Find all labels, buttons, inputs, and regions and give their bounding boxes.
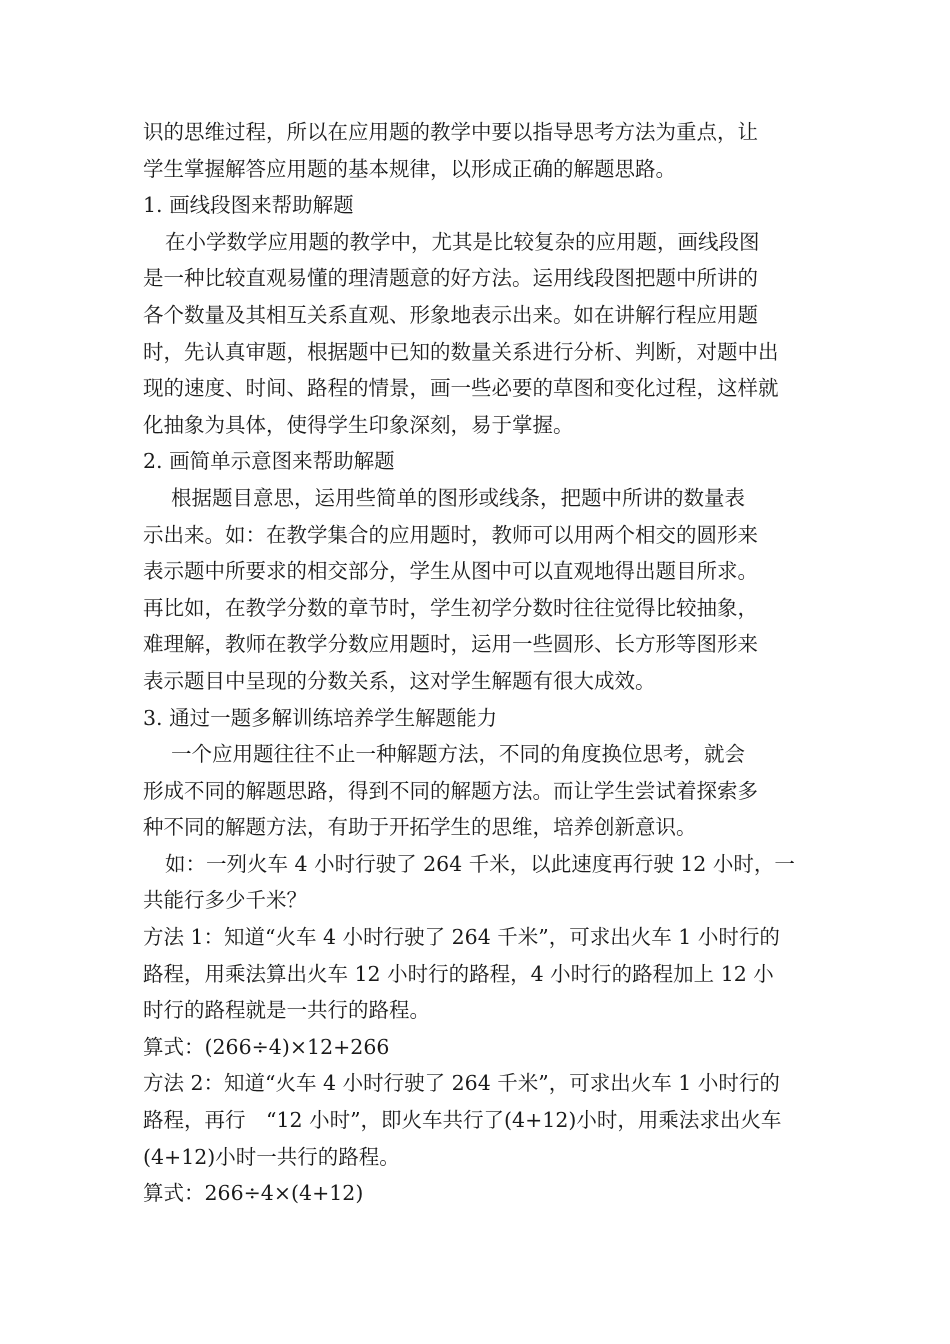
example-problem-line: 共能行多少千米？: [143, 888, 307, 913]
example-problem-line: 如：一列火车 4 小时行驶了 264 千米，以此速度再行驶 12 小时，一: [165, 851, 795, 876]
paragraph-line: 示出来。如：在教学集合的应用题时，教师可以用两个相交的圆形来: [143, 522, 758, 547]
paragraph-line: 化抽象为具体，使得学生印象深刻，易于掌握。: [143, 412, 574, 437]
paragraph-line: 形成不同的解题思路，得到不同的解题方法。而让学生尝试着探索多: [143, 778, 758, 803]
method-line: (4+12)小时一共行的路程。: [143, 1144, 400, 1169]
paragraph-line: 难理解，教师在教学分数应用题时，运用一些圆形、长方形等图形来: [143, 632, 758, 657]
section-heading-2: 2. 画简单示意图来帮助解题: [143, 449, 395, 474]
method-line: 方法 2：知道“火车 4 小时行驶了 264 千米”，可求出火车 1 小时行的: [143, 1071, 780, 1096]
method-line: 时行的路程就是一共行的路程。: [143, 998, 430, 1023]
method-line: 路程，再行 “12 小时”，即火车共行了(4+12)小时，用乘法求出火车: [143, 1108, 782, 1133]
paragraph-line: 是一种比较直观易懂的理清题意的好方法。运用线段图把题中所讲的: [143, 266, 758, 291]
paragraph-line: 各个数量及其相互关系直观、形象地表示出来。如在讲解行程应用题: [143, 302, 758, 327]
method-line: 方法 1：知道“火车 4 小时行驶了 264 千米”，可求出火车 1 小时行的: [143, 925, 780, 950]
paragraph-line: 现的速度、时间、路程的情景，画一些必要的草图和变化过程，这样就: [143, 376, 779, 401]
paragraph-line: 在小学数学应用题的教学中，尤其是比较复杂的应用题，画线段图: [165, 229, 760, 254]
paragraph-line: 表示题中所要求的相交部分，学生从图中可以直观地得出题目所求。: [143, 559, 758, 584]
paragraph-line: 再比如，在教学分数的章节时，学生初学分数时往往觉得比较抽象，: [143, 595, 758, 620]
paragraph-line: 学生掌握解答应用题的基本规律，以形成正确的解题思路。: [143, 156, 676, 181]
section-heading-3: 3. 通过一题多解训练培养学生解题能力: [143, 705, 498, 730]
paragraph-line: 根据题目意思，运用些简单的图形或线条，把题中所讲的数量表: [171, 485, 745, 510]
method-line: 路程，用乘法算出火车 12 小时行的路程，4 小时行的路程加上 12 小: [143, 961, 774, 986]
paragraph-line: 时，先认真审题，根据题中已知的数量关系进行分析、判断，对题中出: [143, 339, 779, 364]
paragraph-line: 识的思维过程，所以在应用题的教学中要以指导思考方法为重点，让: [143, 120, 758, 144]
paragraph-line: 一个应用题往往不止一种解题方法，不同的角度换位思考，就会: [171, 742, 745, 767]
paragraph-line: 表示题目中呈现的分数关系，这对学生解题有很大成效。: [143, 668, 656, 693]
formula-line: 算式：266÷4×(4+12): [143, 1181, 364, 1206]
document-body: [143, 114, 813, 1212]
formula-line: 算式：(266÷4)×12+266: [143, 1034, 390, 1059]
section-heading-1: 1. 画线段图来帮助解题: [143, 193, 354, 218]
paragraph-line: 种不同的解题方法，有助于开拓学生的思维，培养创新意识。: [143, 815, 697, 840]
